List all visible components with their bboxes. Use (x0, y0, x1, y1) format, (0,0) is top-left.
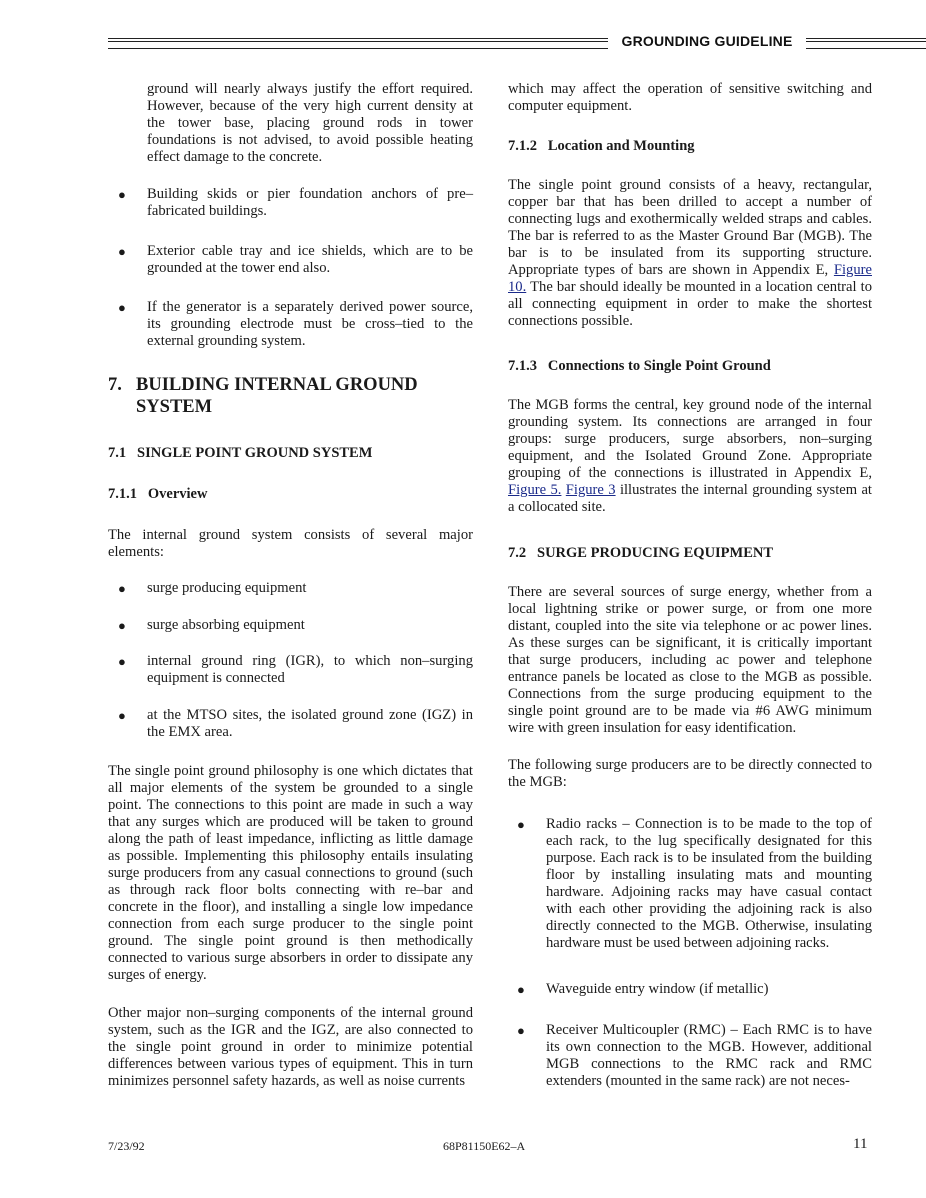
bullet-icon: ● (118, 618, 126, 633)
section-7-1-1-heading: 7.1.1 Overview (108, 486, 208, 502)
section-7-number: 7. (108, 375, 122, 395)
continued-paragraph: which may affect the operation of sensitive switching and computer equipment. (508, 81, 872, 114)
other-components-paragraph: Other major non–surging components of the internal ground system, such as the IGR and the IGZ, are also connected to the single point ground in order to minimize potential differences between various types of equipment. This in turn minimizes personnel safety hazards, as well as noise currents (108, 1005, 473, 1089)
list-item: at the MTSO sites, the isolated ground zone (IGZ) in the EMX area. (147, 707, 473, 740)
list-item: internal ground ring (IGR), to which non–surging equipment is connected (147, 653, 473, 686)
bullet-icon: ● (118, 187, 126, 202)
bullet-icon: ● (517, 982, 525, 997)
bullet-icon: ● (517, 1023, 525, 1038)
figure-3-link[interactable]: Figure 3 (565, 482, 616, 498)
section-7-heading: BUILDING INTERNAL GROUND SYSTEM (136, 375, 418, 417)
intro-paragraph: ground will nearly always justify the effort required. However, because of the very high current density at the tower base, placing ground rods in tower foundations is not advised, to avoid possible heating effect damage to the concrete. (147, 81, 473, 165)
list-item: Exterior cable tray and ice shields, which are to be grounded at the tower end also. (147, 243, 473, 276)
figure-10-link[interactable]: Figure 10. (508, 262, 872, 295)
section-7-1-2-heading: 7.1.2 Location and Mounting (508, 138, 695, 154)
bullet-icon: ● (118, 654, 126, 669)
list-item: Building skids or pier foundation anchors of pre–fabricated buildings. (147, 186, 473, 219)
bullet-icon: ● (118, 581, 126, 596)
list-item: surge producing equipment (147, 580, 307, 596)
header-rule-right (806, 38, 926, 49)
bullet-icon: ● (517, 817, 525, 832)
connections-paragraph: The MGB forms the central, key ground node of the internal grounding system. Its connections are arranged in four groups: surge producers, surge absorbers, non–surging equipment, and the Isolated Ground Zone. Appropriate grouping of the connections is illustrated in Appendix E, Figure 5. Figure 3 illustrates the internal grounding system at a collocated site. (508, 397, 872, 515)
page-number: 11 (853, 1136, 868, 1152)
overview-paragraph: The internal ground system consists of several major elements: (108, 527, 473, 560)
list-item: If the generator is a separately derived power source, its grounding electrode must be cross–tied to the external grounding system. (147, 299, 473, 349)
running-header-title: GROUNDING GUIDELINE (621, 33, 793, 49)
section-7-1-3-heading: 7.1.3 Connections to Single Point Ground (508, 358, 771, 374)
following-paragraph: The following surge producers are to be directly connected to the MGB: (508, 757, 872, 790)
mounting-paragraph: The single point ground consists of a heavy, rectangular, copper bar that has been drilled to accept a number of connecting lugs and exothermically welded straps and cables. The bar is referred to as the Master Ground Bar (MGB). The bar is to be insulated from its supporting structure. Appropriate types of bars are shown in Appendix E, Figure 10. The bar should ideally be mounted in a location central to all connecting equipment in order to make the shortest connections possible. (508, 177, 872, 329)
header-rule-left (108, 38, 608, 49)
section-7-1-heading: 7.1 SINGLE POINT GROUND SYSTEM (108, 445, 373, 461)
footer-date: 7/23/92 (108, 1139, 145, 1153)
list-item: Receiver Multicoupler (RMC) – Each RMC is to have its own connection to the MGB. However, additional MGB connections to the RMC rack and RMC extenders (mounted in the same rack) are not neces- (546, 1022, 872, 1089)
figure-5-link[interactable]: Figure 5. (508, 482, 562, 498)
section-7-2-heading: 7.2 SURGE PRODUCING EQUIPMENT (508, 545, 774, 561)
footer-document-number: 68P81150E62–A (443, 1139, 526, 1153)
list-item: surge absorbing equipment (147, 617, 305, 633)
surge-sources-paragraph: There are several sources of surge energy, whether from a local lightning strike or power surge, or from one more distant, coupled into the site via telephone or ac power lines. As these surges can be significant, it is critically important that surge producers, including ac power and telephone entrance panels be located as close to the MGB as possible. Connections from the surge producing equipment to the single point ground are to be made via #6 AWG minimum wire with green insulation for easy identification. (508, 584, 872, 736)
philosophy-paragraph: The single point ground philosophy is one which dictates that all major elements of the system be grounded to a single point. The connections to this point are made in such a way that any surges which are produced will be taken to ground along the path of least impedance, inflicting as little damage as possible. Implementing this philosophy entails insulating surge producers from any casual connections to ground (such as through rack floor bolts connecting with re–bar and concrete in the floor), and installing a single low impedance connection from each surge producer to the single point ground. The single point ground is then methodically connected to various surge absorbers in order to dissipate any surges of energy. (108, 763, 473, 983)
bullet-icon: ● (118, 300, 126, 315)
bullet-icon: ● (118, 244, 126, 259)
list-item: Radio racks – Connection is to be made to the top of each rack, to the lug specifically designated for this purpose. Each rack is to be insulated from the building floor by installing insulating mats and mounting hardware. Adjoining racks may have casual contact with each other providing the adjoining rack is also directly connected to the MGB. Otherwise, insulating hardware must be used between adjoining racks. (546, 816, 872, 951)
list-item: Waveguide entry window (if metallic) (546, 981, 769, 997)
bullet-icon: ● (118, 708, 126, 723)
